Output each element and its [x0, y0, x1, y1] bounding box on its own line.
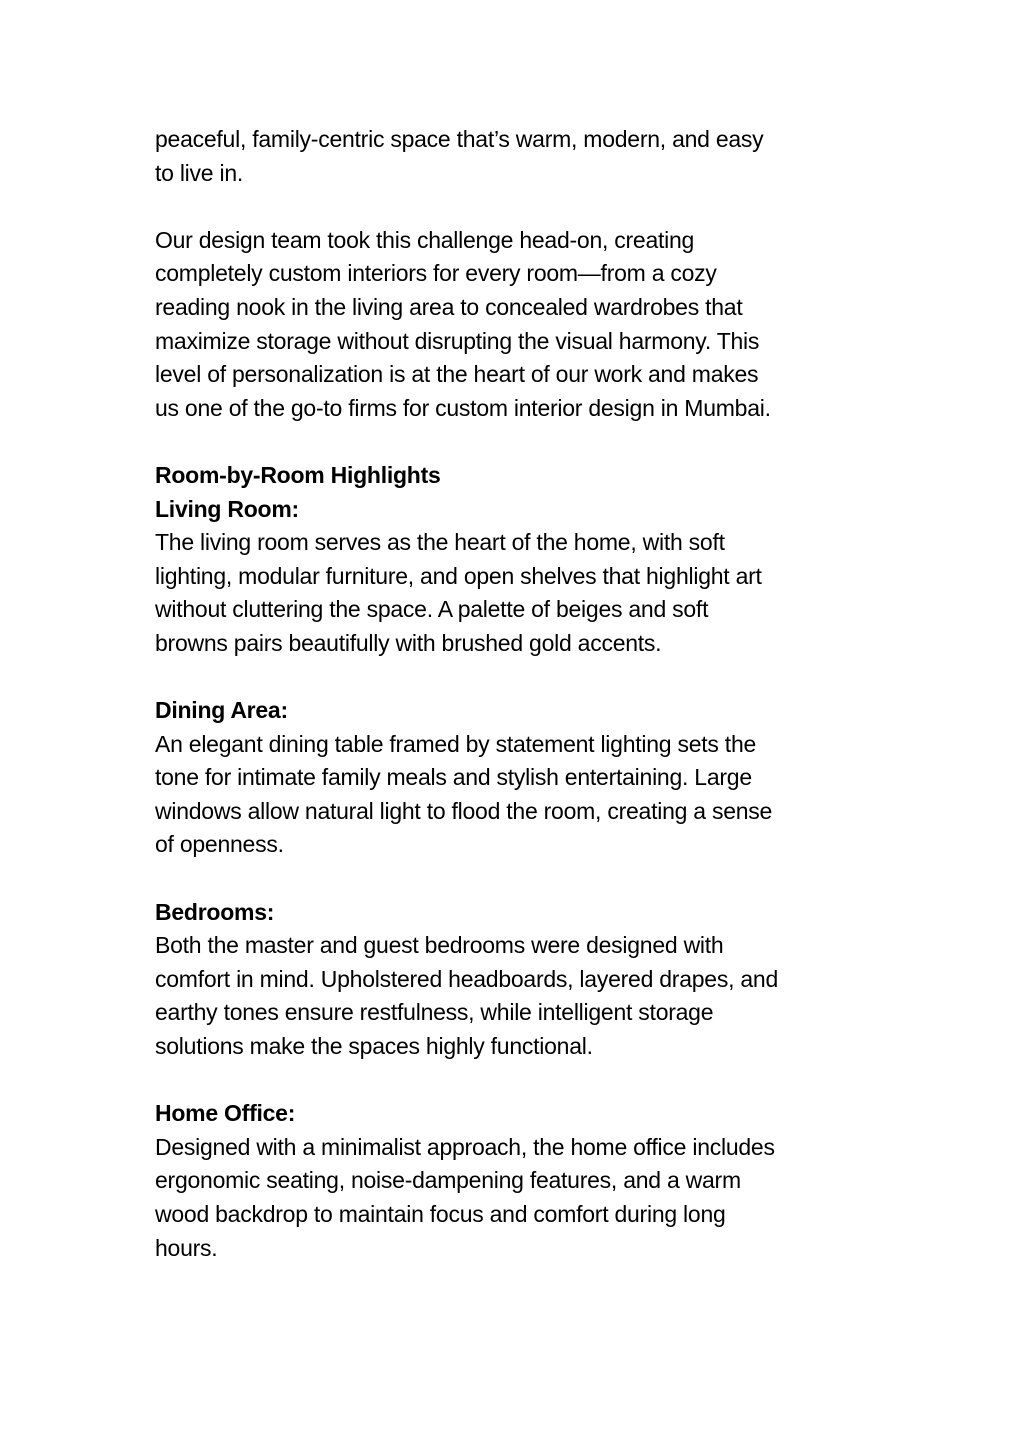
text-line: comfort in mind. Upholstered headboards, layered drapes, and [155, 965, 778, 992]
text-line: reading nook in the living area to concealed wardrobes that [155, 293, 743, 320]
text-line: level of personalization is at the heart of our work and makes [155, 361, 759, 388]
living-room-section [155, 459, 875, 661]
text-line: windows allow natural light to flood the room, creating a sense [155, 797, 773, 824]
document-page [155, 123, 875, 1299]
design-team-paragraph [155, 224, 875, 426]
home-office-heading: Home Office: [155, 1100, 296, 1127]
dining-area-heading: Dining Area: [155, 697, 288, 724]
text-line: wood backdrop to maintain focus and comfort during long [155, 1201, 726, 1227]
text-line: to live in. [155, 159, 244, 186]
text-line: completely custom interiors for every room—from a cozy [155, 260, 717, 287]
highlights-title: Room-by-Room Highlights [155, 461, 441, 488]
text-line: peaceful, family-centric space that’s warm, modern, and easy [155, 126, 764, 152]
text-line: tone for intimate family meals and stylish entertaining. Large [155, 764, 752, 791]
living-room-heading: Living Room: [155, 495, 299, 522]
text-line: maximize storage without disrupting the visual harmony. This [155, 327, 760, 354]
text-line: ergonomic seating, noise-dampening features, and a warm [155, 1167, 741, 1194]
text-line: The living room serves as the heart of the home, with soft [155, 529, 725, 556]
dining-area-section [155, 694, 875, 862]
intro-paragraph [155, 123, 875, 190]
bedrooms-section [155, 896, 875, 1064]
text-line: without cluttering the space. A palette of beiges and soft [155, 596, 709, 623]
bedrooms-heading: Bedrooms: [155, 898, 275, 925]
text-line: Our design team took this challenge head-on, creating [155, 226, 695, 253]
text-line: solutions make the spaces highly functional. [155, 1033, 593, 1060]
text-line: earthy tones ensure restfulness, while intelligent storage [155, 999, 714, 1026]
text-line: Designed with a minimalist approach, the home office includes [155, 1133, 775, 1160]
text-line: An elegant dining table framed by statement lighting sets the [155, 730, 757, 757]
text-line: lighting, modular furniture, and open shelves that highlight art [155, 562, 762, 589]
home-office-section [155, 1097, 875, 1265]
text-line: Both the master and guest bedrooms were designed with [155, 932, 724, 959]
text-line: hours. [155, 1234, 218, 1261]
text-line: browns pairs beautifully with brushed gold accents. [155, 629, 662, 656]
text-line: of openness. [155, 831, 284, 858]
text-line: us one of the go-to firms for custom interior design in Mumbai. [155, 394, 771, 421]
